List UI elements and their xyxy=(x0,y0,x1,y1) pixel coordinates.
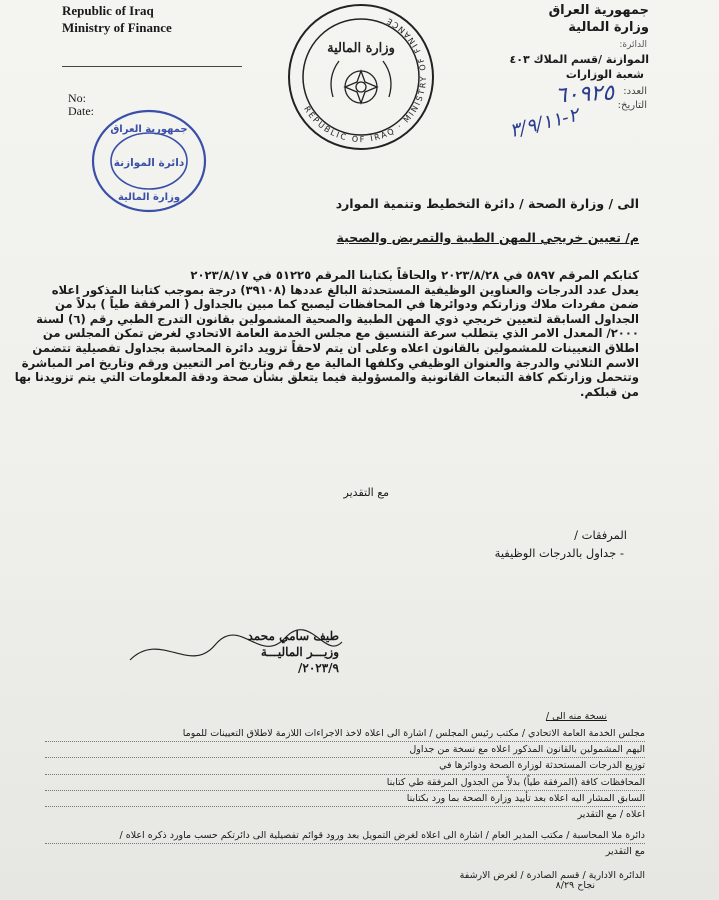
number-label-ar: العدد: xyxy=(623,86,647,97)
handwritten-date: ٢-٣/٩/١١ xyxy=(507,103,581,143)
body-line: يعدل عدد الدرجات والعناوين الوظيفية المستحدثة البالغ عددها (٣٩١٠٨) درجة بموجب كتابنا المذكور اعلاه xyxy=(51,282,639,297)
ministries-section: شعبة الوزارات xyxy=(565,68,644,81)
header-divider xyxy=(62,66,242,67)
ministry-emblem-seal xyxy=(286,2,436,152)
copies-list xyxy=(45,726,645,883)
signatory-title: وزيـــر الماليـــة xyxy=(260,645,339,659)
header-arabic xyxy=(549,2,649,36)
budget-directorate-stamp xyxy=(90,108,208,214)
recipient-line: الى / وزارة الصحة / دائرة التخطيط وتنمية الموارد xyxy=(335,196,639,211)
signature-date: ٢٠٢٣/٩/ xyxy=(298,661,339,675)
footer-code: نجاح ٨/٢٩ xyxy=(555,880,595,891)
body-line: ضمن مفردات ملاك وزارتكم ودوائرها في المحافظات ليصبح كما مبين بالجداول ( المرفقة طياً ) بدلاً من xyxy=(54,297,639,312)
signatory-name: طيف سامي محمد xyxy=(247,629,339,643)
copy-line: دائرة ملا المحاسبة / مكتب المدير العام / اشارة الى اعلاه لغرض التمويل بعد ورود قوائم تفصيلية الى دائرتكم حسب ماورد ذكره اعلاه / xyxy=(45,828,645,844)
attachment-item: - جداول بالدرجات الوظيفية xyxy=(494,546,624,560)
attachments-label: المرفقات / xyxy=(574,528,627,542)
stamp-top-text: جمهورية العراق xyxy=(110,124,188,135)
copy-line: اليهم المشمولين بالقانون المذكور اعلاه مع نسخة من جداول xyxy=(45,742,645,758)
directorate-label: الدائرة: xyxy=(619,40,647,50)
header-english xyxy=(62,2,172,36)
body-line: ٢٠٠٠/ المعدل الامر الذي يتطلب سرعة التنسيق مع مجلس الخدمة العامة الاتحادي لغرض تمكن المجلس من xyxy=(42,326,639,341)
number-label-en: No: xyxy=(68,91,86,105)
emblem-ring-text: REPUBLIC OF IRAQ · MINISTRY OF FINANCE xyxy=(302,15,429,145)
handwritten-number: ٦٠٩٢٥ xyxy=(554,80,615,109)
date-label-ar: التاريخ: xyxy=(617,100,647,111)
emblem-center-text: وزارة المالية xyxy=(327,41,395,56)
header-ministry-ar: وزارة المالية xyxy=(568,20,649,35)
copy-line: مع التقدير xyxy=(605,846,645,858)
copy-line: مجلس الخدمة العامة الاتحادي / مكتب رئيس المجلس / اشارة الى اعلاه لاخذ الاجراءات اللازمة لاطلاق التعيينات للموما xyxy=(45,726,645,742)
body-line: الجداول السابقة لتعيين خريجي ذوي المهن الطبية والصحية المشمولين بقانون التدرج الطبي رقم (٦) لسنة xyxy=(36,311,639,326)
header-republic-ar: جمهورية العراق xyxy=(548,3,649,18)
body-line: من قبلكم. xyxy=(580,384,639,399)
copy-line: توزيع الدرجات المستحدثة لوزارة الصحة ودوائرها في xyxy=(45,758,645,774)
copy-line: السابق المشار اليه اعلاه بعد تأييد وزارة الصحة بما ورد بكتابنا xyxy=(45,791,645,807)
copy-line: اعلاه / مع التقدير xyxy=(577,809,645,821)
letter-body xyxy=(14,268,639,399)
body-line: كتابكم المرقم ٥٨٩٧ في ٢٠٢٣/٨/٢٨ والحاقاً بكتابنا المرقم ٥١٢٢٥ في ٢٠٢٣/٨/١٧ xyxy=(190,268,639,282)
copy-line: المحافظات كافة (المرفقة طياً) بدلاً من الجدول المرفقة طي كتابنا xyxy=(45,775,645,791)
stamp-bottom-text: وزارة المالية xyxy=(117,192,181,203)
department-line: الموازنة /قسم الملاك ٤٠٣ xyxy=(509,53,649,66)
body-line: الاسم الثلاثي والدرجة والعنوان الوظيفي وكلفها المالية مع رقم وتاريخ امر التعيين ورقم وتاريخ امر المباشرة xyxy=(21,355,639,370)
regards-text: مع التقدير xyxy=(343,486,389,499)
body-line: اطلاق التعيينات للمشمولين بالقانون اعلاه وعلى ان يتم لاحقاً تزويد دائرة المحاسبة بجداول تفصيلية تتضمن xyxy=(32,340,639,355)
signatory-block xyxy=(248,628,340,676)
date-label-en: Date: xyxy=(68,104,94,118)
subject-line: م/ تعيين خريجي المهن الطبية والتمريض والصحية xyxy=(336,230,639,245)
stamp-middle-text: دائرة الموازنة xyxy=(113,157,185,169)
header-republic: Republic of Iraq xyxy=(62,3,154,18)
body-line: وتتحمل وزارتكم كافة التبعات القانونية والمسؤولية فيما يتعلق بشأن صحة ودقة المعلومات التي يتم تزويدنا بها xyxy=(14,370,639,385)
copies-heading: نسخة منه الى / xyxy=(545,711,607,722)
header-ministry: Ministry of Finance xyxy=(62,20,172,35)
copy-line: الدائرة الادارية / قسم الصادرة / لغرض الارشفة xyxy=(459,869,645,881)
